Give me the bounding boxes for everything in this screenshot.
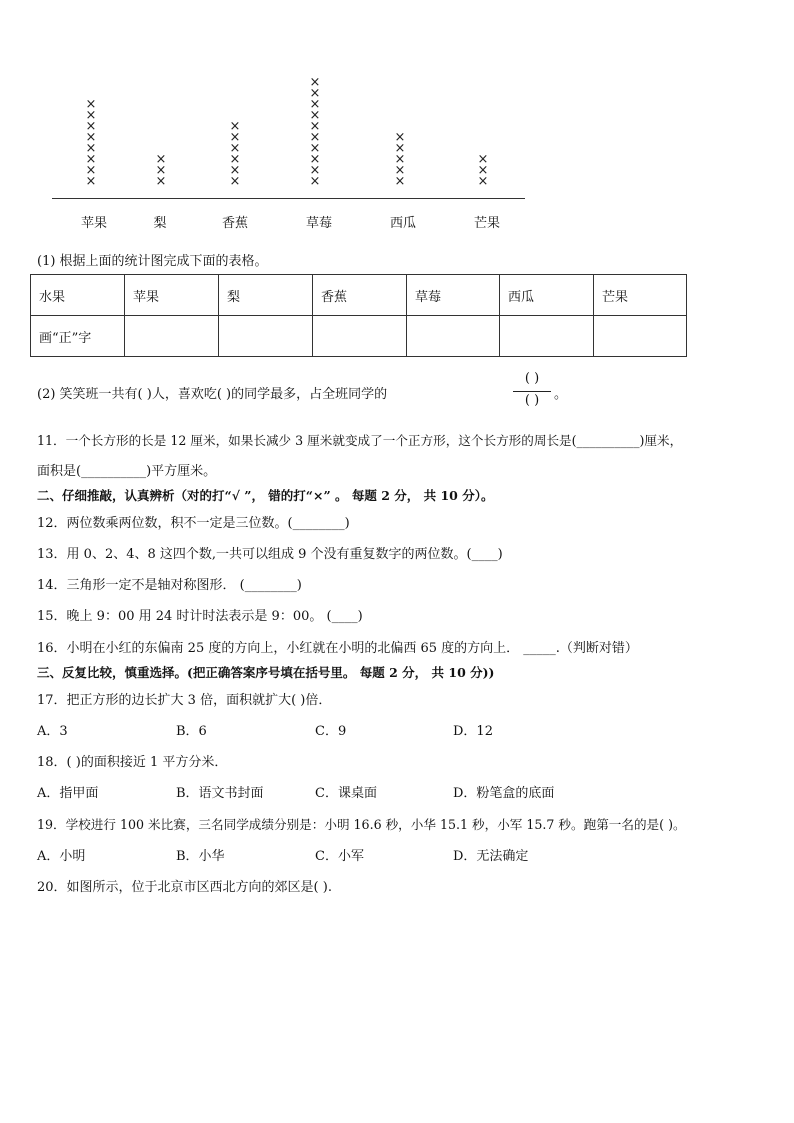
answer-cell-apple[interactable] (125, 316, 219, 357)
label-pear: 梨 (153, 216, 167, 231)
tally-cross: × (85, 119, 97, 134)
tally-cross: × (309, 141, 321, 156)
q19-option-c[interactable]: C．小军 (315, 849, 364, 864)
tally-cross: × (155, 152, 167, 167)
tally-cross: × (85, 141, 97, 156)
fruit-table (30, 274, 687, 357)
label-banana: 香蕉 (221, 216, 248, 231)
tally-cross: × (477, 163, 489, 178)
chart-baseline (52, 198, 525, 199)
tally-cross: × (309, 163, 321, 178)
q14: 14．三角形一定不是轴对称图形． (________) (37, 578, 302, 593)
tally-cross: × (394, 174, 406, 189)
table-row-header (31, 275, 687, 316)
q12: 12．两位数乘两位数，积不一定是三位数。(________) (37, 516, 350, 531)
tally-cross: × (309, 130, 321, 145)
tally-cross: × (85, 97, 97, 112)
q18-option-a[interactable]: A．指甲面 (37, 786, 99, 801)
fraction-denominator: ( ) (524, 393, 540, 408)
q19-stem: 19．学校进行 100 米比赛，三名同学成绩分别是：小明 16.6 秒，小华 15.1 秒，小军 15.7 秒。跑第一名的是( )。 (37, 817, 686, 832)
tally-cross: × (229, 152, 241, 167)
fraction-bar (513, 391, 551, 392)
tally-cross: × (477, 174, 489, 189)
q13: 13．用 0、2、4、8 这四个数,一共可以组成 9 个没有重复数字的两位数。(____) (37, 547, 503, 562)
q17-option-d[interactable]: D．12 (453, 724, 493, 739)
q11-line1: 11．一个长方形的长是 12 厘米，如果长减少 3 厘米就变成了一个正方形，这个长方形的周长是(__________)厘米， (37, 433, 683, 448)
q18-option-c[interactable]: C．课桌面 (315, 786, 377, 801)
tally-cross: × (394, 163, 406, 178)
label-mango: 芒果 (473, 216, 500, 231)
tally-cross: × (394, 141, 406, 156)
tally-cross: × (85, 108, 97, 123)
label-strawberry: 草莓 (305, 216, 332, 231)
q18-option-d[interactable]: D．粉笔盒的底面 (453, 786, 555, 801)
q17-stem: 17．把正方形的边长扩大 3 倍，面积就扩大( )倍． (37, 693, 332, 708)
tally-cross: × (394, 152, 406, 167)
tally-cross: × (394, 130, 406, 145)
q19-option-a[interactable]: A．小明 (37, 849, 86, 864)
tally-cross: × (229, 141, 241, 156)
label-watermelon: 西瓜 (389, 216, 416, 231)
table-cell: 香蕉 (313, 275, 407, 316)
tally-cross: × (85, 163, 97, 178)
q17-option-b[interactable]: B．6 (176, 724, 207, 739)
fraction-numerator: ( ) (524, 371, 540, 386)
q19-option-b[interactable]: B．小华 (176, 849, 225, 864)
tally-cross: × (309, 152, 321, 167)
tally-cross: × (229, 163, 241, 178)
table-row-tally (31, 316, 687, 357)
table-cell: 梨 (219, 275, 313, 316)
tally-cross: × (477, 152, 489, 167)
q19-option-d[interactable]: D．无法确定 (453, 849, 529, 864)
section-3-heading: 三、反复比较，慎重选择。(把正确答案序号填在括号里。 每题 2 分， 共 10 分)) (37, 665, 495, 680)
table-cell: 芒果 (594, 275, 687, 316)
table-cell: 画“正”字 (31, 316, 125, 357)
answer-cell-watermelon[interactable] (500, 316, 594, 357)
tally-cross: × (229, 174, 241, 189)
table-cell: 水果 (31, 275, 125, 316)
tally-cross: × (229, 130, 241, 145)
tally-cross: × (309, 119, 321, 134)
tally-cross: × (229, 119, 241, 134)
q10-part1: (1) 根据上面的统计图完成下面的表格。 (37, 254, 268, 269)
q20-stem: 20．如图所示，位于北京市区西北方向的郊区是( ). (37, 880, 332, 895)
q10-part2-end: 。 (554, 387, 568, 402)
q17-option-a[interactable]: A．3 (37, 724, 68, 739)
tally-cross: × (155, 163, 167, 178)
table-cell: 西瓜 (500, 275, 594, 316)
q15: 15．晚上 9：00 用 24 时计时法表示是 9：00。 (____) (37, 609, 363, 624)
q17-option-c[interactable]: C．9 (315, 724, 347, 739)
tally-cross: × (85, 152, 97, 167)
tally-cross: × (155, 174, 167, 189)
tally-cross: × (85, 130, 97, 145)
answer-cell-mango[interactable] (594, 316, 687, 357)
answer-cell-strawberry[interactable] (407, 316, 500, 357)
q18-option-b[interactable]: B．语文书封面 (176, 786, 264, 801)
tally-chart (0, 0, 794, 240)
label-apple: 苹果 (80, 216, 107, 231)
answer-cell-pear[interactable] (219, 316, 313, 357)
table-cell: 苹果 (125, 275, 219, 316)
tally-cross: × (309, 174, 321, 189)
q18-stem: 18．( )的面积接近 1 平方分米． (37, 755, 228, 770)
fraction-blank[interactable] (510, 371, 554, 411)
tally-cross: × (309, 97, 321, 112)
section-2-heading: 二、仔细推敲，认真辨析（对的打“√ ”， 错的打“×” 。 每题 2 分， 共 10 分）。 (37, 488, 494, 503)
tally-cross: × (309, 108, 321, 123)
tally-cross: × (309, 86, 321, 101)
q10-part2: (2) 笑笑班一共有( )人，喜欢吃( )的同学最多，占全班同学的 (37, 387, 388, 402)
tally-cross: × (85, 174, 97, 189)
tally-cross: × (309, 75, 321, 90)
answer-cell-banana[interactable] (313, 316, 407, 357)
q16: 16．小明在小红的东偏南 25 度的方向上，小红就在小明的北偏西 65 度的方向上． _____.（判断对错） (37, 641, 638, 656)
q11-line2: 面积是(__________)平方厘米。 (37, 464, 217, 479)
table-cell: 草莓 (407, 275, 500, 316)
